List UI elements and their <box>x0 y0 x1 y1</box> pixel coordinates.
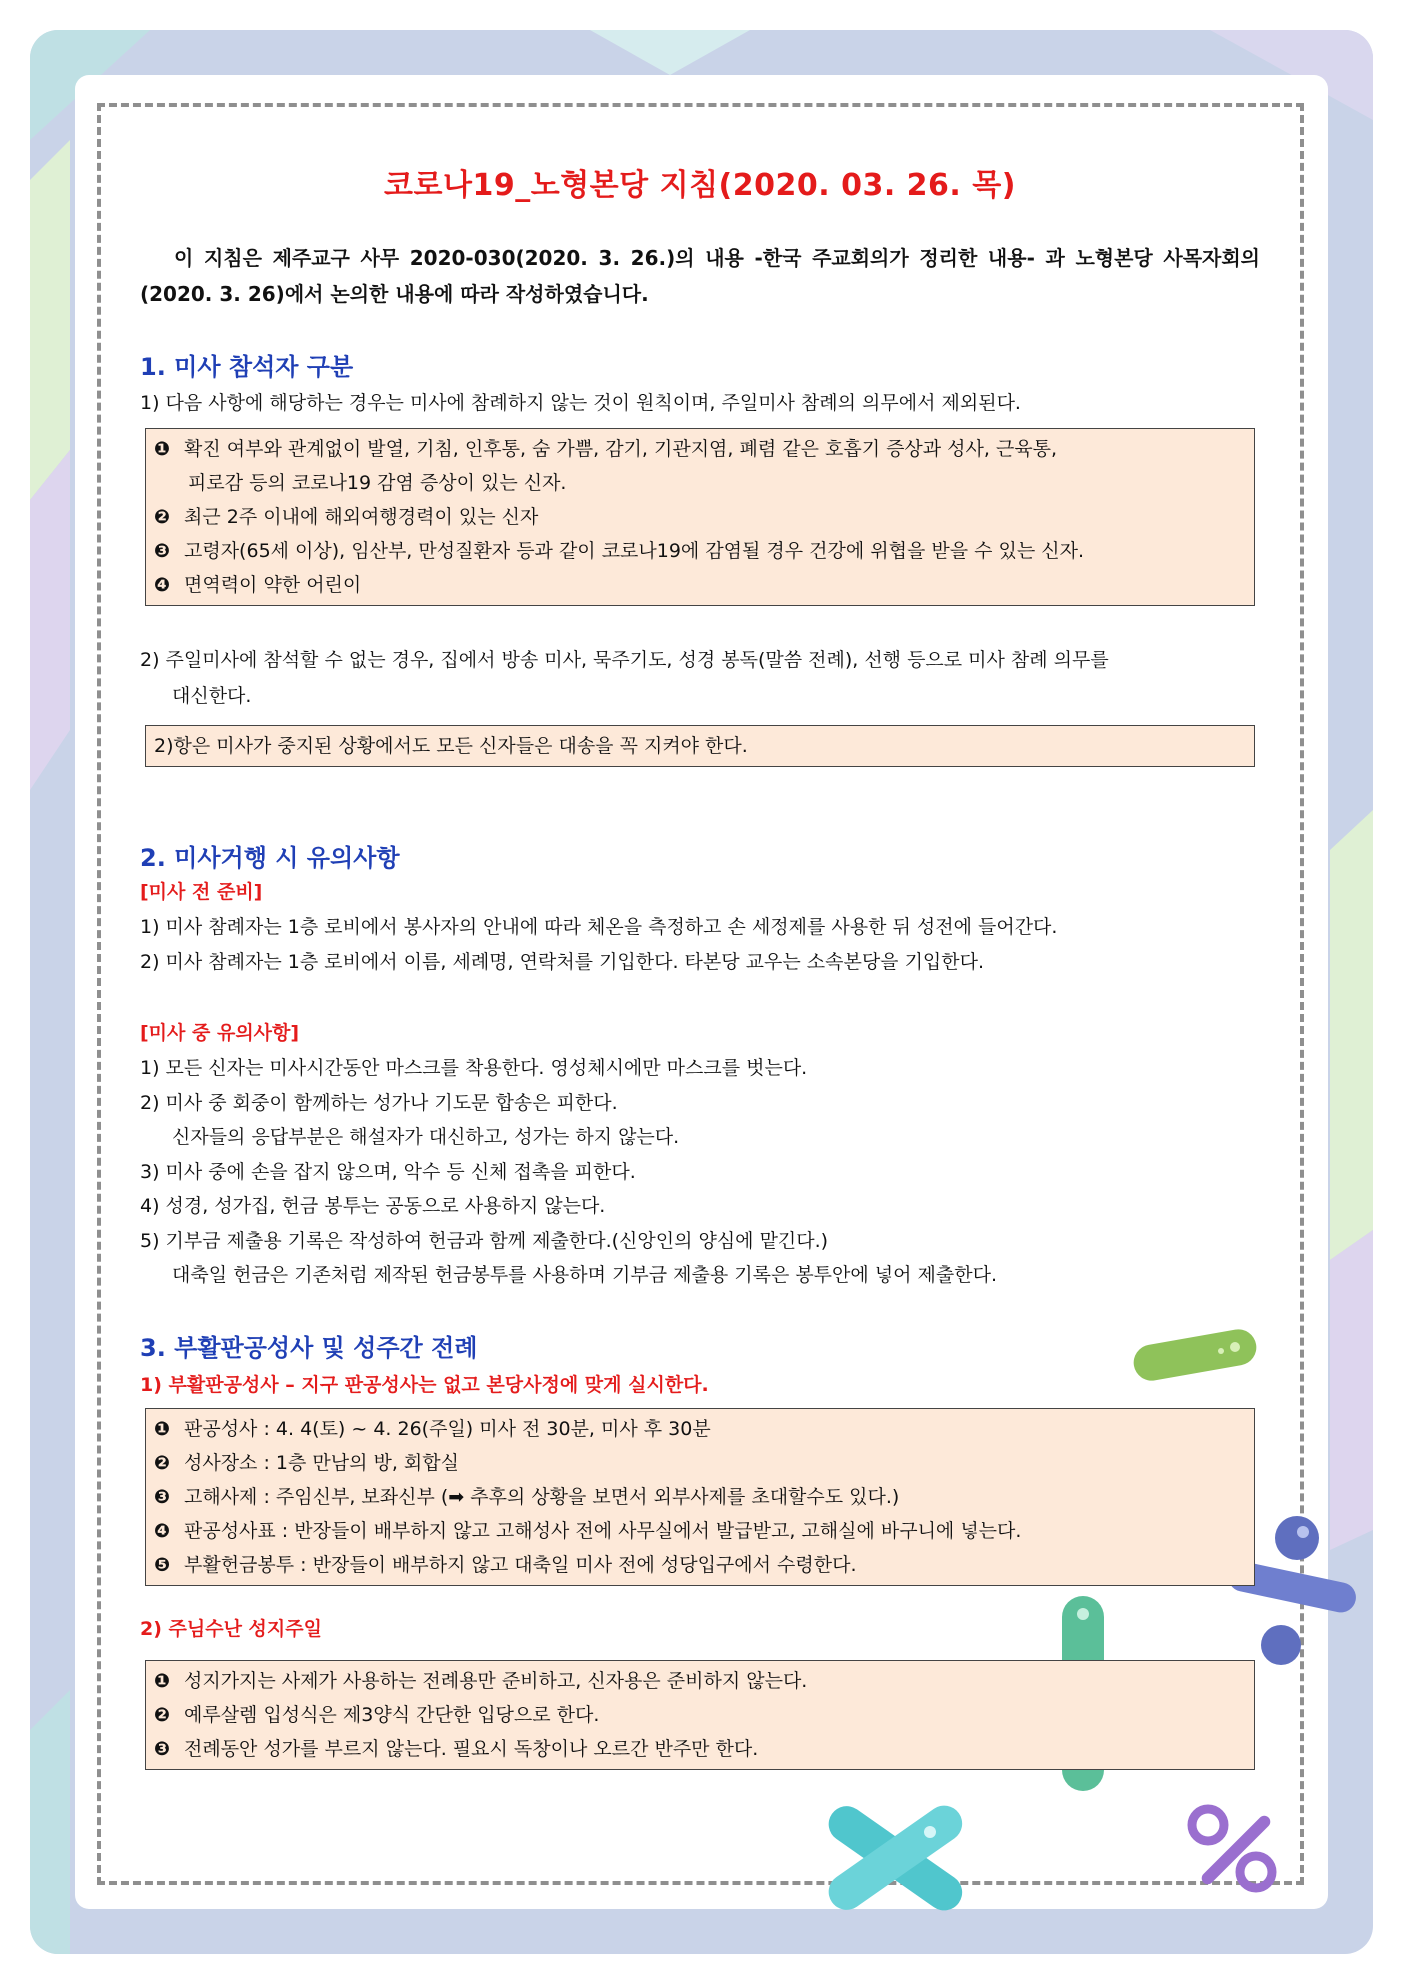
during-mass-item-5: 5) 기부금 제출용 기록은 작성하여 헌금과 함께 제출한다.(신앙인의 양심에 맡긴다.) <box>140 1230 829 1252</box>
section-3-heading: 3. 부활판공성사 및 성주간 전례 <box>140 1334 478 1362</box>
bullet-3-icon: ❸ <box>154 1738 171 1760</box>
section-1-item-2 <box>140 642 1260 714</box>
intro-paragraph: 이 지침은 제주교구 사무 2020-030(2020. 3. 26.)의 내용 -한국 주교회의가 정리한 내용- 과 노형본당 사목자회의(2020. 3. 26)에서 논의한 내용에 따라 작성하였습니다. <box>140 246 1260 306</box>
bullet-1-icon: ❶ <box>154 438 171 460</box>
section-1-box-2 <box>145 725 1255 767</box>
during-mass-item-1: 1) 모든 신자는 미사시간동안 마스크를 착용한다. 영성체시에만 마스크를 벗는다. <box>140 1057 808 1079</box>
box-line: 고해사제 : 주임신부, 보좌신부 (➡ 추후의 상황을 보면서 외부사제를 초대할수도 있다.) <box>184 1486 900 1508</box>
section-3-box-2 <box>145 1660 1255 1770</box>
box-line: 확진 여부와 관계없이 발열, 기침, 인후통, 숨 가쁨, 감기, 기관지염, 폐렴 같은 호흡기 증상과 성사, 근육통, <box>184 438 1058 460</box>
bullet-4-icon: ❹ <box>154 574 171 596</box>
box-line: 판공성사표 : 반장들이 배부하지 않고 고해성사 전에 사무실에서 발급받고, 고해실에 바구니에 넣는다. <box>184 1520 1022 1542</box>
during-mass-item-3: 3) 미사 중에 손을 잡지 않으며, 악수 등 신체 접촉을 피한다. <box>140 1161 636 1183</box>
during-mass-item-2-cont: 신자들의 응답부분은 해설자가 대신하고, 성가는 하지 않는다. <box>172 1126 680 1148</box>
bullet-3-icon: ❸ <box>154 1486 171 1508</box>
box-line: 성지가지는 사제가 사용하는 전례용만 준비하고, 신자용은 준비하지 않는다. <box>184 1670 808 1692</box>
bullet-1-icon: ❶ <box>154 1418 171 1440</box>
box-line: 피로감 등의 코로나19 감염 증상이 있는 신자. <box>188 472 567 494</box>
pre-mass-item-2: 2) 미사 참례자는 1층 로비에서 이름, 세례명, 연락처를 기입한다. 타본당 교우는 소속본당을 기입한다. <box>140 951 985 973</box>
section-2-subheading-during: [미사 중 유의사항] <box>140 1022 300 1044</box>
bullet-3-icon: ❸ <box>154 540 171 562</box>
bullet-1-icon: ❶ <box>154 1670 171 1692</box>
during-mass-item-4: 4) 성경, 성가집, 헌금 봉투는 공동으로 사용하지 않는다. <box>140 1195 606 1217</box>
section-3-subheading-1: 1) 부활판공성사 – 지구 판공성사는 없고 본당사정에 맞게 실시한다. <box>140 1374 709 1396</box>
box-line: 고령자(65세 이상), 임산부, 만성질환자 등과 같이 코로나19에 감염될 경우 건강에 위협을 받을 수 있는 신자. <box>184 540 1085 562</box>
percent-sign-sticker <box>1180 1800 1290 1900</box>
item-2-line-2: 대신한다. <box>172 685 252 707</box>
during-mass-item-2: 2) 미사 중 회중이 함께하는 성가나 기도문 합송은 피한다. <box>140 1092 618 1114</box>
bullet-5-icon: ❺ <box>154 1554 171 1576</box>
box-line: 예루살렘 입성식은 제3양식 간단한 입당으로 한다. <box>184 1704 600 1726</box>
bullet-4-icon: ❹ <box>154 1520 171 1542</box>
box-line: 판공성사 : 4. 4(토) ~ 4. 26(주일) 미사 전 30분, 미사 후 30분 <box>184 1418 711 1440</box>
during-mass-item-5-cont: 대축일 헌금은 기존처럼 제작된 헌금봉투를 사용하며 기부금 제출용 기록은 봉투안에 넣어 제출한다. <box>172 1264 997 1286</box>
section-1-item-1: 1) 다음 사항에 해당하는 경우는 미사에 참례하지 않는 것이 원칙이며, 주일미사 참례의 의무에서 제외된다. <box>140 392 1021 414</box>
page-title: 코로나19_노형본당 지침(2020. 03. 26. 목) <box>384 168 1016 203</box>
box-line: 성사장소 : 1층 만남의 방, 회합실 <box>184 1452 459 1474</box>
bullet-2-icon: ❷ <box>154 1704 171 1726</box>
pre-mass-item-1: 1) 미사 참례자는 1층 로비에서 봉사자의 안내에 따라 체온을 측정하고 손 세정제를 사용한 뒤 성전에 들어간다. <box>140 916 1058 938</box>
item-2-line-1: 2) 주일미사에 참석할 수 없는 경우, 집에서 방송 미사, 묵주기도, 성경 봉독(말씀 전례), 선행 등으로 미사 참례 의무를 <box>140 649 1109 671</box>
box-line: 전례동안 성가를 부르지 않는다. 필요시 독창이나 오르간 반주만 한다. <box>184 1738 759 1760</box>
section-3-subheading-2: 2) 주님수난 성지주일 <box>140 1618 322 1640</box>
green-pill-sticker <box>1125 1325 1265 1385</box>
section-1-heading: 1. 미사 참석자 구분 <box>140 353 354 381</box>
section-3-box-1 <box>145 1408 1255 1586</box>
section-1-box-1 <box>145 428 1255 606</box>
multiply-sign-sticker <box>810 1780 980 1930</box>
section-2-heading: 2. 미사거행 시 유의사항 <box>140 844 400 872</box>
bullet-2-icon: ❷ <box>154 506 171 528</box>
box-line: 면역력이 약한 어린이 <box>184 574 362 596</box>
section-2-subheading-before: [미사 전 준비] <box>140 881 263 903</box>
box-line: 최근 2주 이내에 해외여행경력이 있는 신자 <box>184 506 539 528</box>
bullet-2-icon: ❷ <box>154 1452 171 1474</box>
box-line: 부활헌금봉투 : 반장들이 배부하지 않고 대축일 미사 전에 성당입구에서 수령한다. <box>184 1554 857 1576</box>
box-note: 2)항은 미사가 중지된 상황에서도 모든 신자들은 대송을 꼭 지켜야 한다. <box>154 735 748 757</box>
